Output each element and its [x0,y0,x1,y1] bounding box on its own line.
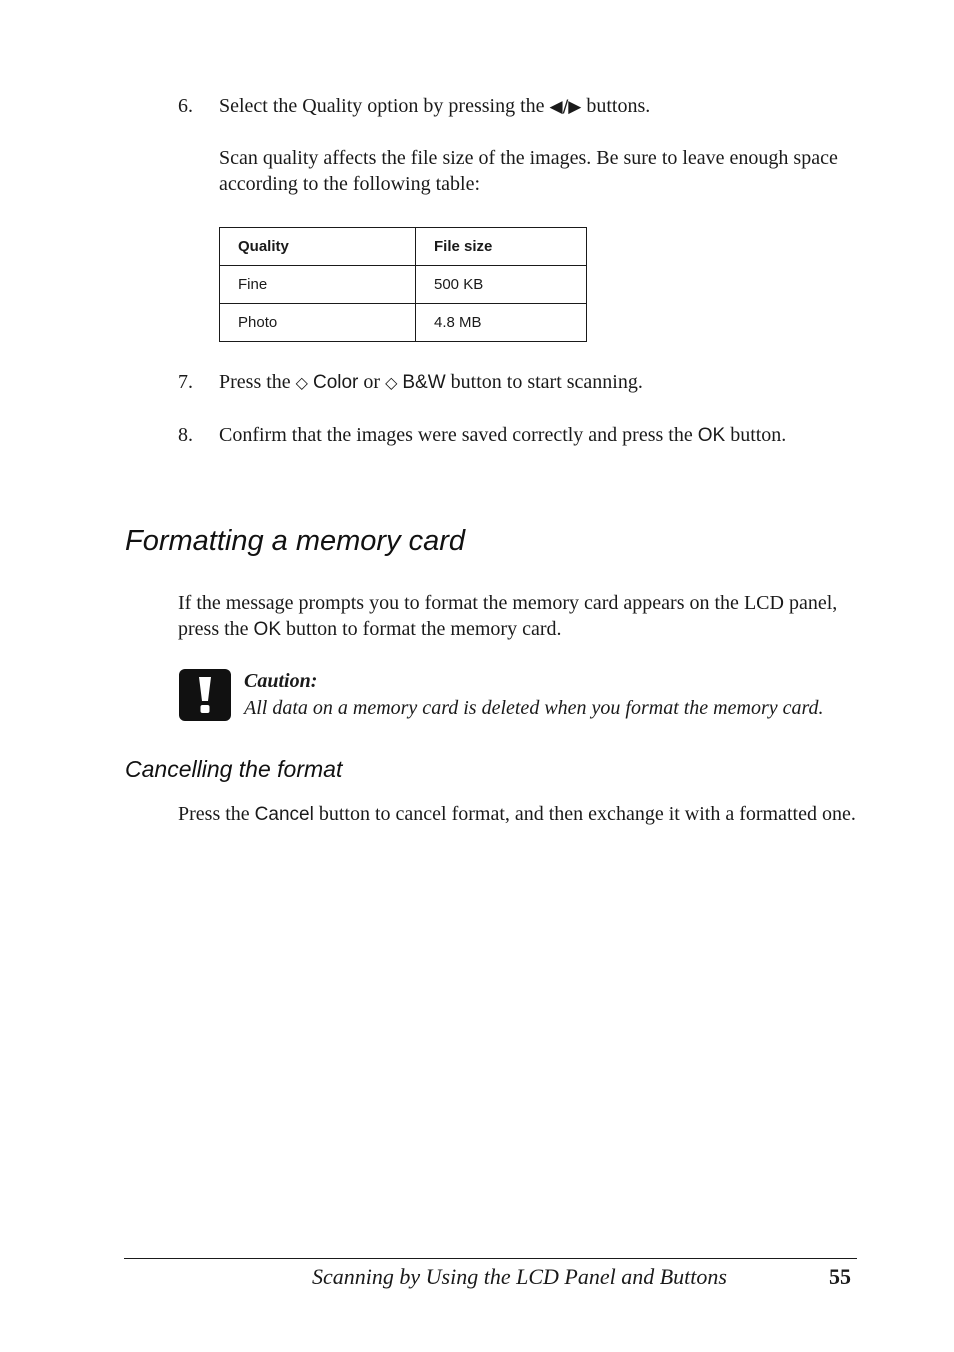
caution-title: Caution: [244,670,318,692]
left-right-arrow-icon: ◀/▶ [549,97,582,117]
quality-filesize-table [219,227,587,342]
section-paragraph-before: If the message prompts you to format the memory card appears on the LCD panel, press the [178,592,838,640]
table-header-quality: Quality [220,228,416,266]
step-8-text [219,422,839,449]
step-6-text-before: Select the Quality option by pressing the [219,95,550,117]
start-diamond-icon: ◇ [295,373,308,392]
table-row [220,304,587,342]
table-cell-file-size: 4.8 MB [416,304,587,342]
caution-text: All data on a memory card is deleted when you format the memory card. [244,697,824,719]
ok-button-label: OK [697,425,726,446]
section-paragraph [178,590,858,643]
subsection-heading: Cancelling the format [125,756,343,782]
table-row [220,266,587,304]
step-6-text-after: buttons. [581,95,651,117]
step-7-text-before: Press the [219,371,296,393]
color-button-label: Color [312,372,359,393]
start-diamond-icon: ◇ [385,373,398,392]
bw-button-label: B&W [402,372,446,393]
step-8-text-after: button. [725,424,787,446]
section-heading: Formatting a memory card [125,525,466,557]
section-paragraph-after: button to format the memory card. [281,618,562,640]
step-7-text [219,369,859,396]
caution-exclamation-icon [179,669,231,721]
table-cell-quality: Photo [220,304,416,342]
table-cell-file-size: 500 KB [416,266,587,304]
cancel-button-label: Cancel [254,804,314,825]
step-8-text-before: Confirm that the images were saved correctly and press the [219,424,698,446]
step-7-or: or [358,371,386,393]
step-8-number: 8. [178,424,193,446]
table-header-file-size: File size [416,228,587,266]
subsection-paragraph-after: button to cancel format, and then exchange it with a formatted one. [313,803,856,825]
subsection-paragraph-before: Press the [178,803,255,825]
table-cell-quality: Fine [220,266,416,304]
step-6-note: Scan quality affects the file size of the images. Be sure to leave enough space according to the following table: [219,147,838,195]
step-7-text-after: button to start scanning. [445,371,643,393]
step-6-number: 6. [178,95,193,117]
step-6-text [219,93,859,120]
footer-chapter-title: Scanning by Using the LCD Panel and Buttons [312,1264,727,1289]
step-7-number: 7. [178,371,193,393]
subsection-paragraph [178,801,858,828]
table-header-row [220,228,587,266]
footer-divider [124,1258,857,1259]
page-number: 55 [829,1264,851,1289]
ok-button-label: OK [253,619,281,640]
